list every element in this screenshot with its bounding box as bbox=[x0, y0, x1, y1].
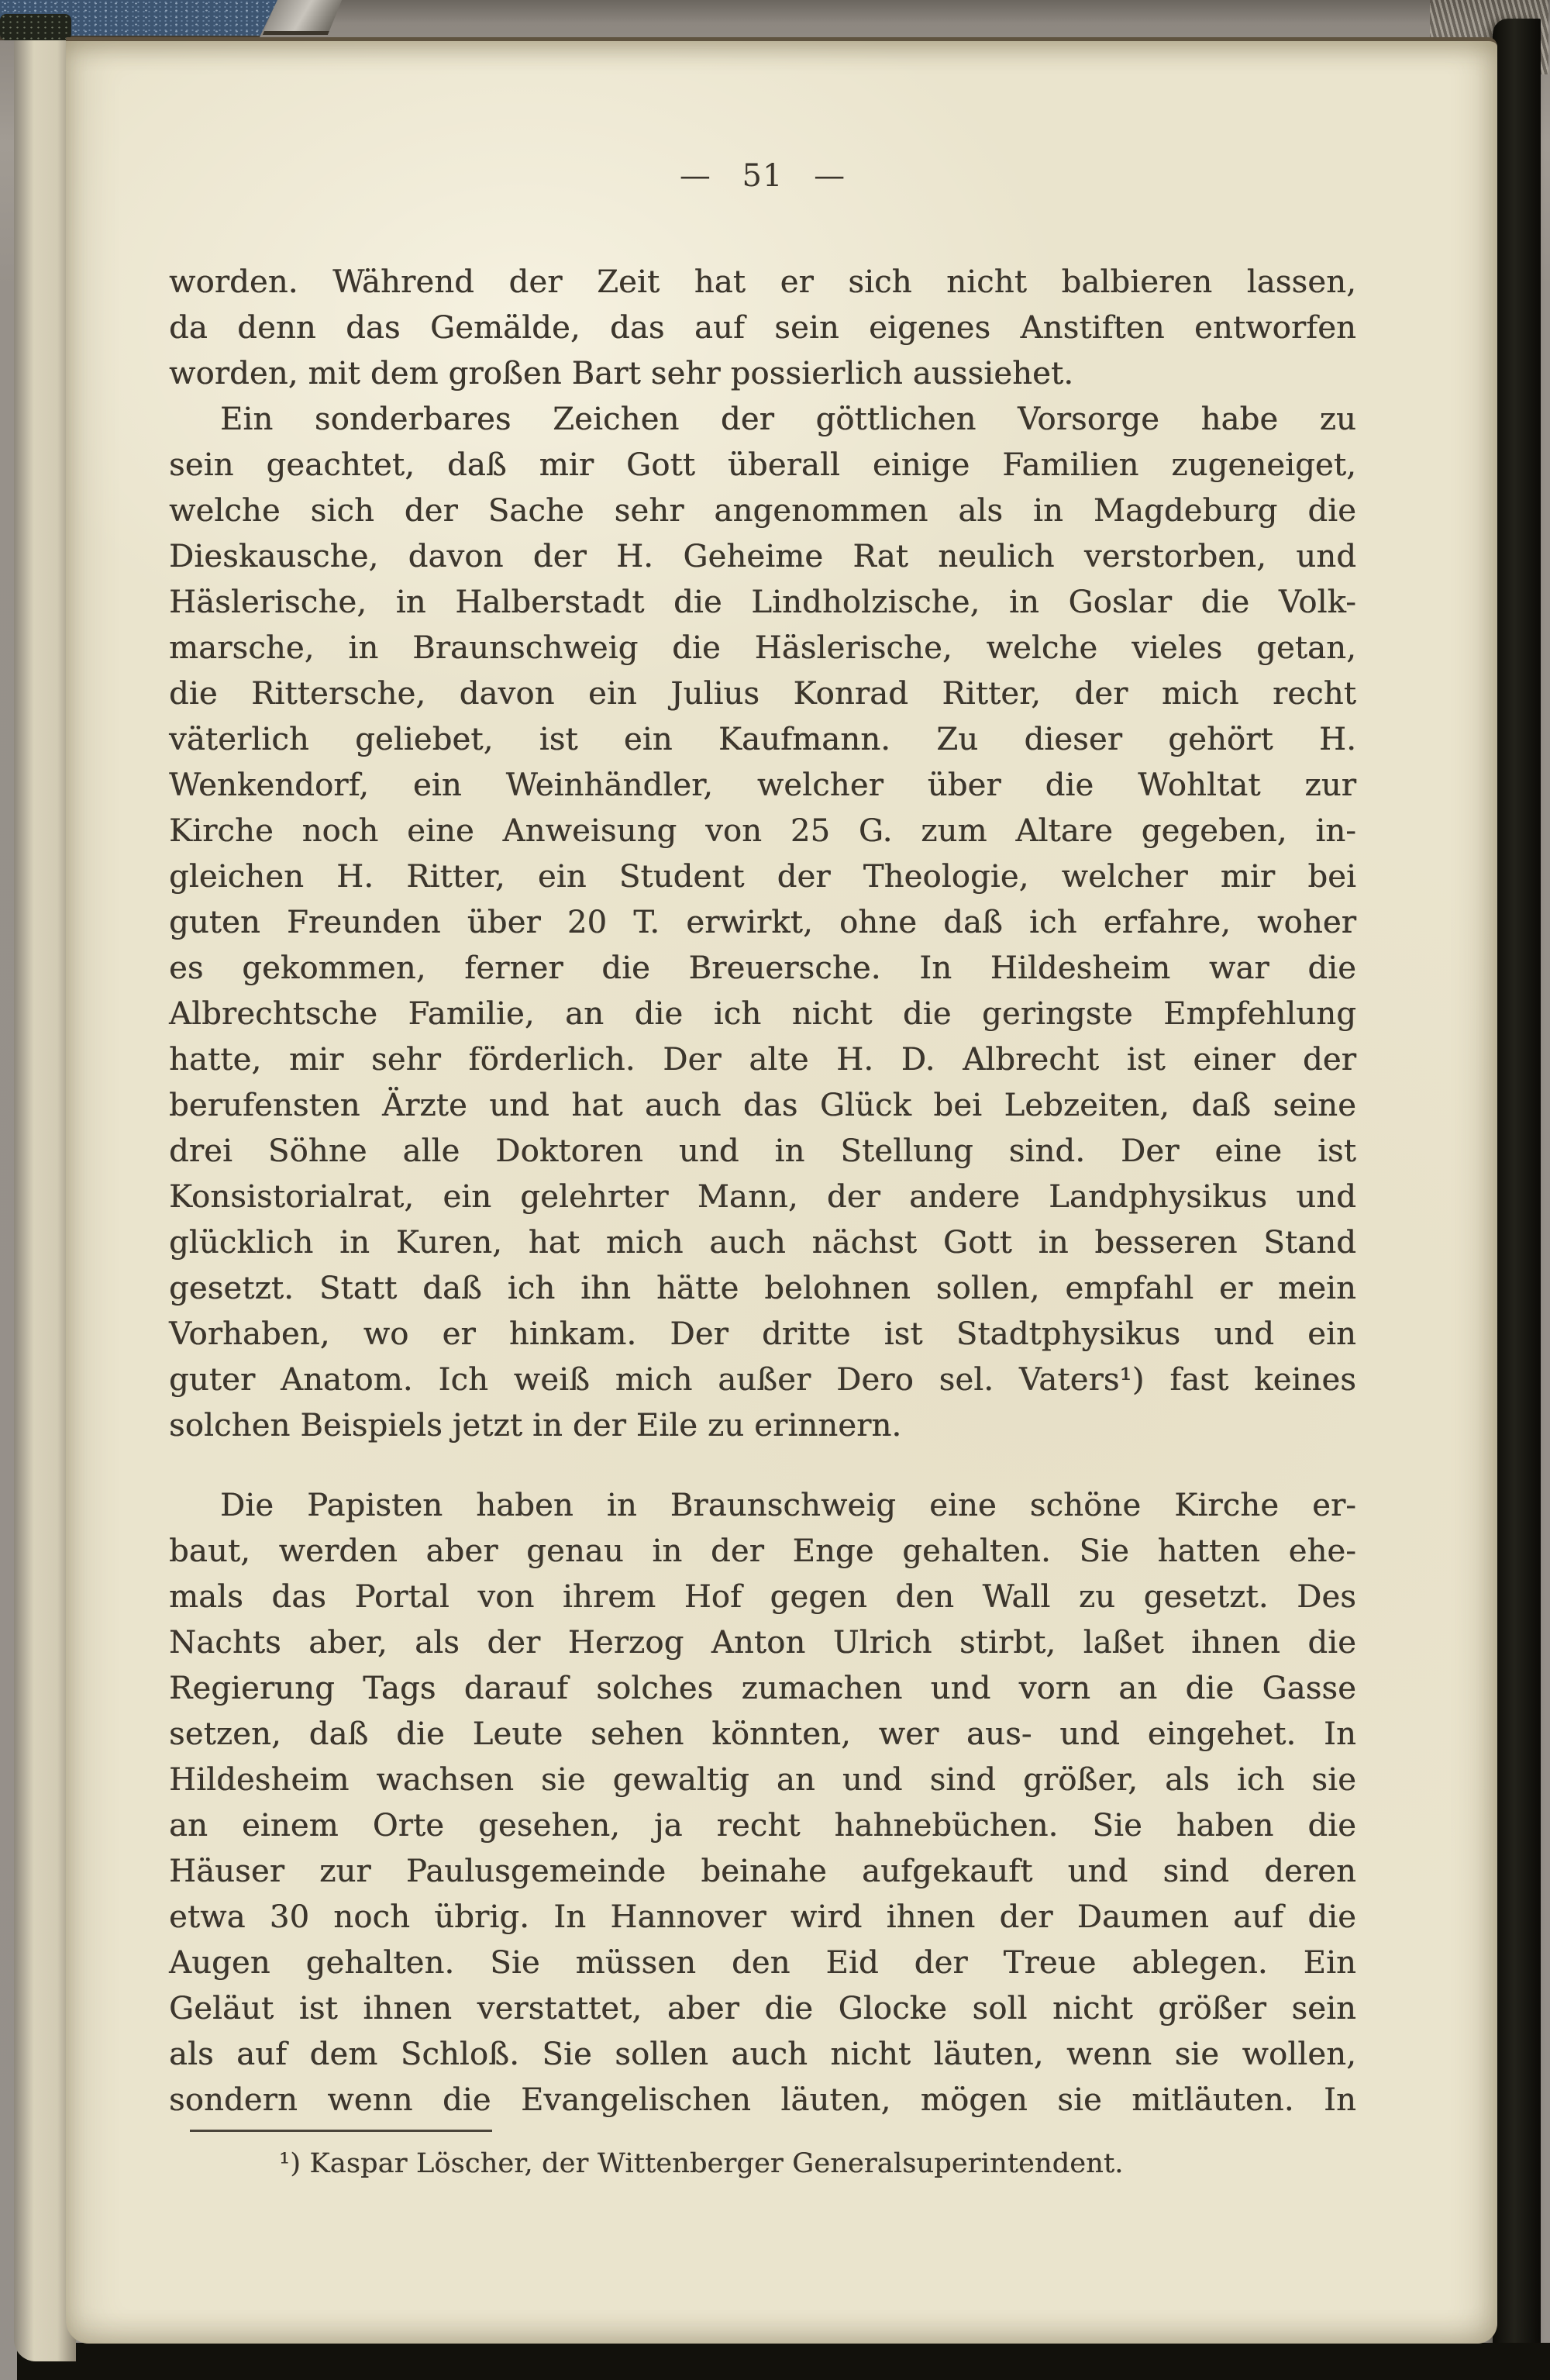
text-line: worden, mit dem großen Bart sehr possierlich aussiehet. bbox=[169, 356, 1074, 391]
text-line: glücklich in Kuren, hat mich auch nächst Gott in besseren Stand bbox=[169, 1225, 1356, 1261]
page-number: — 51 — bbox=[679, 158, 846, 194]
text-line: gleichen H. Ritter, ein Student der Theologie, welcher mir bei bbox=[169, 859, 1356, 895]
binding-clasp bbox=[0, 14, 71, 40]
text-line: Regierung Tags darauf solches zumachen und vorn an die Gasse bbox=[169, 1671, 1356, 1706]
text-line: drei Söhne alle Doktoren und in Stellung sind. Der eine ist bbox=[169, 1133, 1356, 1169]
text-line: Kirche noch eine Anweisung von 25 G. zum Altare gegeben, in- bbox=[169, 813, 1356, 849]
text-line: Häuser zur Paulusgemeinde beinahe aufgekauft und sind deren bbox=[169, 1854, 1356, 1889]
book-block-edge-right bbox=[1493, 19, 1541, 2380]
text-line: hatte, mir sehr förderlich. Der alte H. D. Albrecht ist einer der bbox=[169, 1042, 1356, 1078]
text-line: die Rittersche, davon ein Julius Konrad Ritter, der mich recht bbox=[169, 676, 1356, 712]
text-line: Konsistorialrat, ein gelehrter Mann, der andere Landphysikus und bbox=[169, 1179, 1356, 1215]
text-line: Nachts aber, als der Herzog Anton Ulrich stirbt, laßet ihnen die bbox=[169, 1625, 1356, 1661]
text-line: baut, werden aber genau in der Enge gehalten. Sie hatten ehe- bbox=[169, 1533, 1356, 1569]
text-line: Geläut ist ihnen verstattet, aber die Glocke soll nicht größer sein bbox=[169, 1991, 1356, 2026]
text-line: Die Papisten haben in Braunschweig eine schöne Kirche er- bbox=[220, 1488, 1356, 1523]
text-line: Albrechtsche Familie, an die ich nicht die geringste Empfehlung bbox=[169, 996, 1356, 1032]
text-line: etwa 30 noch übrig. In Hannover wird ihnen der Daumen auf die bbox=[169, 1899, 1356, 1935]
text-line: Dieskausche, davon der H. Geheime Rat neulich verstorben, und bbox=[169, 539, 1356, 574]
page-sheet bbox=[66, 37, 1497, 2344]
footnote: ¹) Kaspar Löscher, der Wittenberger Generalsuperintendent. bbox=[279, 2148, 1124, 2179]
text-line: guten Freunden über 20 T. erwirkt, ohne daß ich erfahre, woher bbox=[169, 905, 1356, 940]
text-line: mals das Portal von ihrem Hof gegen den Wall zu gesetzt. Des bbox=[169, 1579, 1356, 1615]
text-line: Vorhaben, wo er hinkam. Der dritte ist Stadtphysikus und ein bbox=[169, 1316, 1356, 1352]
text-line: gesetzt. Statt daß ich ihn hätte belohnen sollen, empfahl er mein bbox=[169, 1271, 1356, 1306]
text-line: guter Anatom. Ich weiß mich außer Dero sel. Vaters¹) fast keines bbox=[169, 1362, 1356, 1398]
text-line: es gekommen, ferner die Breuersche. In Hildesheim war die bbox=[169, 950, 1356, 986]
paragraph bbox=[169, 397, 1356, 1449]
text-line: sondern wenn die Evangelischen läuten, mögen sie mitläuten. In bbox=[169, 2082, 1356, 2118]
body-text bbox=[169, 260, 1356, 2123]
footnote-separator bbox=[190, 2130, 492, 2132]
text-line: setzen, daß die Leute sehen könnten, wer aus- und eingehet. In bbox=[169, 1716, 1356, 1752]
text-line: solchen Beispiels jetzt in der Eile zu erinnern. bbox=[169, 1408, 902, 1444]
text-line: Augen gehalten. Sie müssen den Eid der Treue ablegen. Ein bbox=[169, 1945, 1356, 1981]
book-block-edge-bottom bbox=[17, 2343, 1550, 2380]
text-line: Häslerische, in Halberstadt die Lindholzische, in Goslar die Volk- bbox=[169, 585, 1356, 620]
text-line: welche sich der Sache sehr angenommen als in Magdeburg die bbox=[169, 493, 1356, 529]
paragraph bbox=[169, 1483, 1356, 2123]
text-line: väterlich geliebet, ist ein Kaufmann. Zu dieser gehört H. bbox=[169, 722, 1356, 757]
text-line: worden. Während der Zeit hat er sich nicht balbieren lassen, bbox=[169, 264, 1356, 300]
text-line: Wenkendorf, ein Weinhändler, welcher über die Wohltat zur bbox=[169, 767, 1356, 803]
text-line: marsche, in Braunschweig die Häslerische, welche vieles getan, bbox=[169, 630, 1356, 666]
paragraph bbox=[169, 260, 1356, 397]
text-line: an einem Orte gesehen, ja recht hahnebüchen. Sie haben die bbox=[169, 1808, 1356, 1844]
text-line: Ein sonderbares Zeichen der göttlichen Vorsorge habe zu bbox=[220, 402, 1356, 437]
text-line: als auf dem Schloß. Sie sollen auch nicht läuten, wenn sie wollen, bbox=[169, 2037, 1356, 2072]
text-line: sein geachtet, daß mir Gott überall einige Familien zugeneiget, bbox=[169, 447, 1356, 483]
text-line: berufensten Ärzte und hat auch das Glück bei Lebzeiten, daß seine bbox=[169, 1088, 1356, 1123]
text-line: da denn das Gemälde, das auf sein eigenes Anstiften entworfen bbox=[169, 310, 1356, 346]
text-line: Hildesheim wachsen sie gewaltig an und sind größer, als ich sie bbox=[169, 1762, 1356, 1798]
